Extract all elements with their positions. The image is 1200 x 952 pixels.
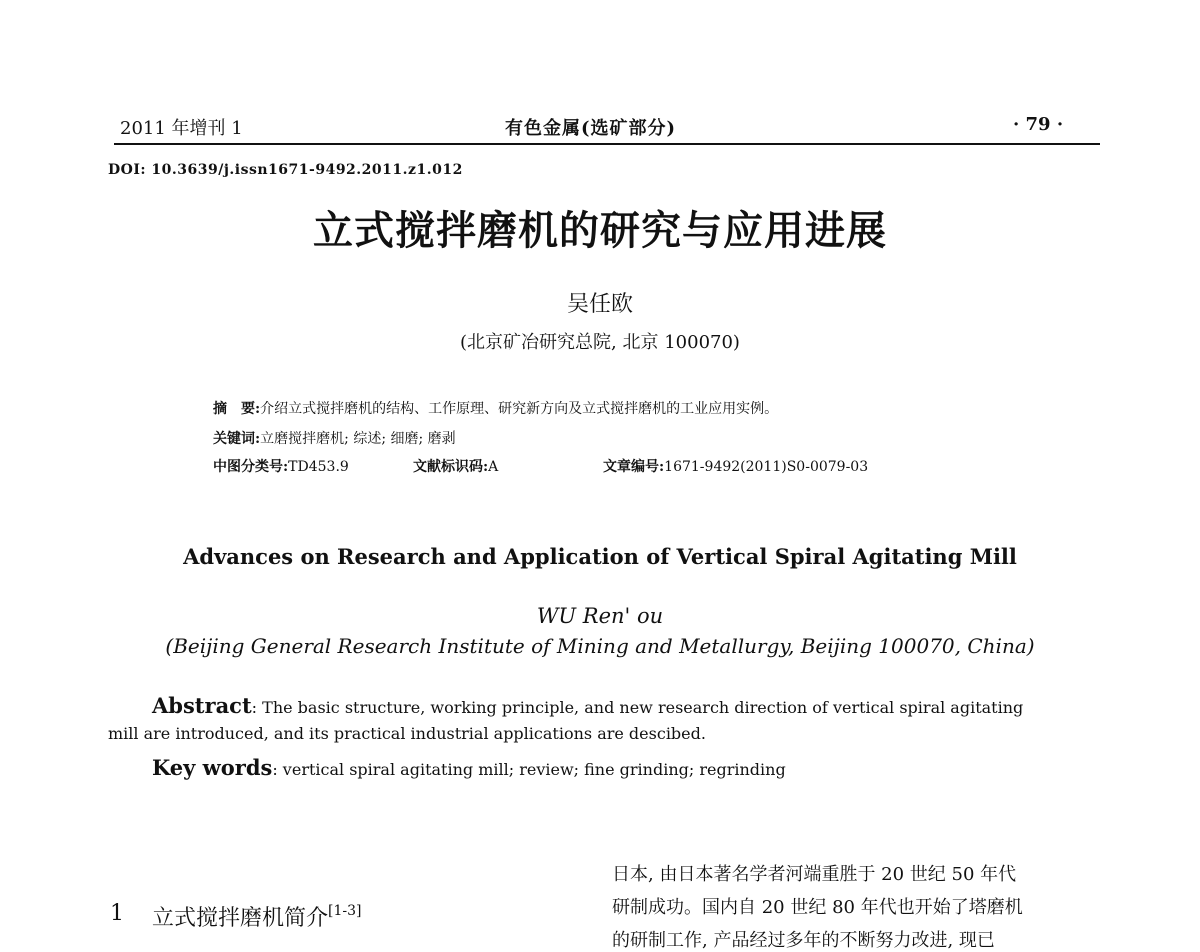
keywords-cn-label: 关键词: [213, 431, 261, 447]
body-text-line: 研制成功。国内自 20 世纪 80 年代也开始了塔磨机 [612, 897, 1023, 918]
article-no-label: 文章编号: [603, 459, 665, 475]
doi-line: DOI: 10.3639/j.issn1671-9492.2011.z1.012 [108, 162, 463, 178]
abstract-cn [213, 398, 778, 418]
document-code [413, 456, 498, 476]
running-header-issue: 2011 年增刊 1 [120, 118, 243, 139]
running-header-journal: 有色金属(选矿部分) [505, 118, 677, 139]
classification-number [213, 456, 349, 476]
body-text-line: 的研制工作, 产品经过多年的不断努力改进, 现已 [612, 930, 995, 951]
classification-label: 中图分类号: [213, 459, 289, 475]
paper-title-en: Advances on Research and Application of Vertical Spiral Agitating Mill [183, 544, 1017, 569]
section-citation: [1-3] [328, 903, 362, 919]
body-text-line: 日本, 由日本著名学者河端重胜于 20 世纪 50 年代 [612, 864, 1017, 885]
author-en: WU Ren' ou [536, 604, 664, 628]
abstract-en-label: Abstract [152, 693, 252, 718]
abstract-cn-label: 摘 要: [213, 401, 261, 417]
abstract-en-text-1: : The basic structure, working principle, and new research direction of vertical spiral agitating [251, 698, 1024, 717]
section-heading [152, 901, 361, 932]
doc-code-label: 文献标识码: [413, 459, 489, 475]
page-number: · 79 · [1013, 114, 1064, 135]
section-number: 1 [110, 901, 124, 926]
keywords-cn-text: 立磨搅拌磨机; 综述; 细磨; 磨剥 [260, 431, 456, 447]
author-cn: 吴任欧 [566, 292, 633, 317]
article-no-value: 1671-9492(2011)S0-0079-03 [664, 459, 869, 475]
affiliation-en: (Beijing General Research Institute of Mining and Metallurgy, Beijing 100070, China) [165, 634, 1035, 658]
affiliation-cn: (北京矿冶研究总院, 北京 100070) [460, 332, 740, 353]
abstract-en-line-2: mill are introduced, and its practical industrial applications are descibed. [108, 724, 706, 743]
keywords-en [152, 755, 786, 780]
keywords-en-label: Key words [152, 755, 273, 780]
keywords-en-text: : vertical spiral agitating mill; review; fine grinding; regrinding [272, 760, 786, 779]
article-number [603, 456, 868, 476]
abstract-cn-text: 介绍立式搅拌磨机的结构、工作原理、研究新方向及立式搅拌磨机的工业应用实例。 [260, 401, 779, 417]
header-rule [114, 143, 1100, 145]
paper-title-cn: 立式搅拌磨机的研究与应用进展 [313, 207, 887, 254]
abstract-en-line-1 [152, 693, 1023, 718]
doc-code-value: A [488, 459, 499, 475]
classification-value: TD453.9 [288, 459, 349, 475]
section-title: 立式搅拌磨机简介 [152, 906, 329, 931]
keywords-cn [213, 428, 456, 448]
